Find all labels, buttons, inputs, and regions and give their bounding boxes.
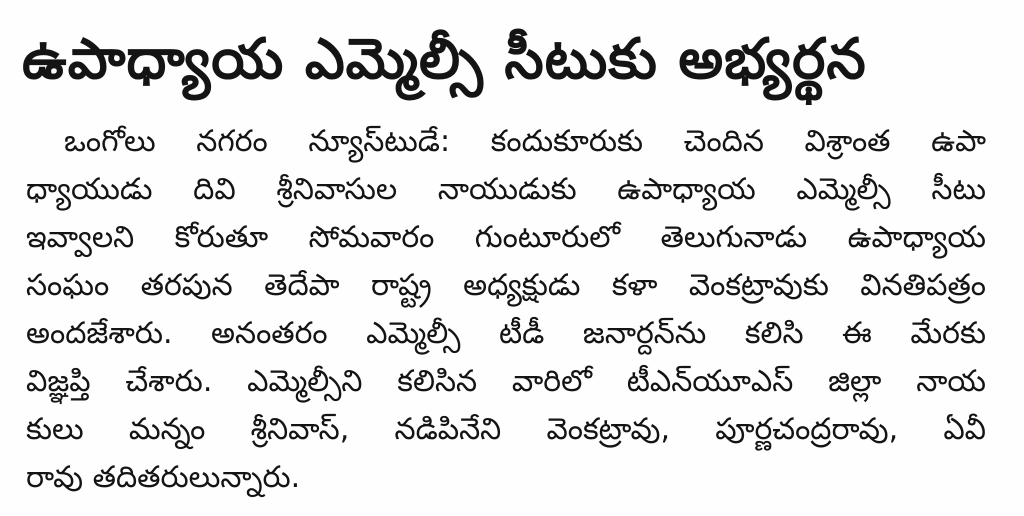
- article-line-6: విజ్ఞప్తి చేశారు. ఎమ్మెల్సీని కలిసిన వారిలో టీఎన్‌యూఎస్ జిల్లా నాయ: [26, 364, 986, 399]
- headline: ఉపాధ్యాయ ఎమ్మెల్సీ సీటుకు అభ్యర్థన: [22, 27, 867, 92]
- article-line-7: కులు మన్నం శ్రీనివాస్, నడిపినేని వెంకట్రావు, పూర్ణచంద్రరావు, ఏవీ: [26, 412, 986, 447]
- article-line-5: అందజేశారు. అనంతరం ఎమ్మెల్సీ టీడీ జనార్దన్‌ను కలిసి ఈ మేరకు: [26, 316, 986, 351]
- article-line-3: ఇవ్వాలని కోరుతూ సోమవారం గుంటూరులో తెలుగునాడు ఉపాధ్యాయ: [26, 220, 986, 255]
- article-body: [26, 118, 986, 502]
- article-line-2: ధ్యాయుడు దివి శ్రీనివాసుల నాయుడుకు ఉపాధ్యాయ ఎమ్మెల్సీ సీటు: [26, 172, 986, 207]
- article-line-1: ఒంగోలు నగరం న్యూస్‌టుడే: కందుకూరుకు చెందిన విశ్రాంత ఉపా: [64, 124, 986, 159]
- article-line-4: సంఘం తరపున తెదేపా రాష్ట్ర అధ్యక్షుడు కళా వెంకట్రావుకు వినతిపత్రం: [26, 268, 986, 303]
- article-line-8: రావు తదితరులున్నారు.: [26, 460, 301, 495]
